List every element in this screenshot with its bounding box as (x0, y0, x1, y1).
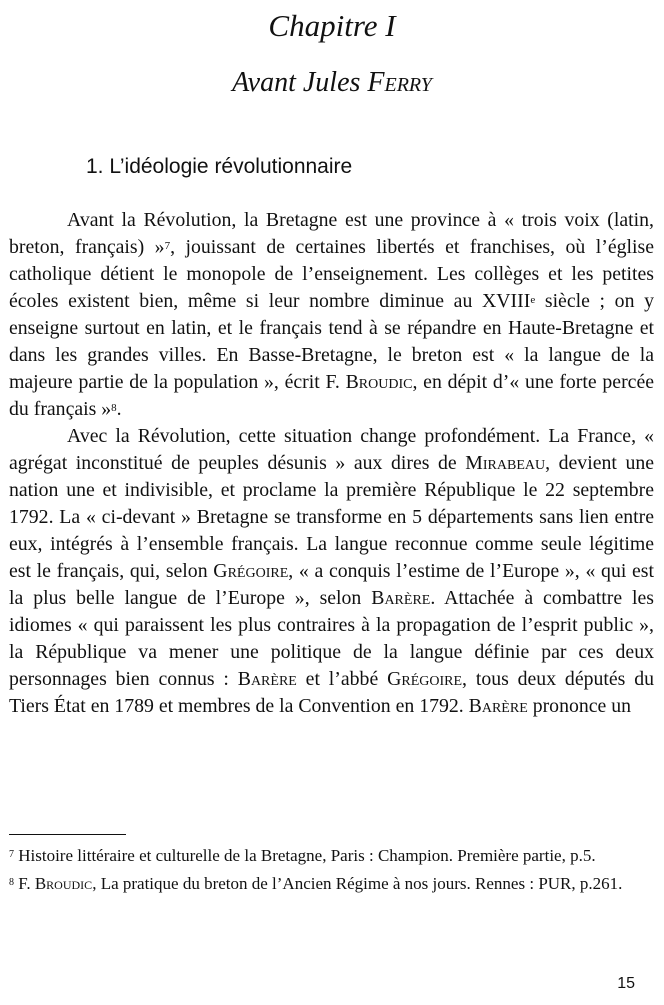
footnote-number: 7 (9, 849, 14, 860)
footnote-8 (9, 872, 654, 896)
text-run: . Attachée à combattre les idiomes « qui paraissent les plus contraires à la propagation de l’esprit public », la République va mener une politique de la langue définie par ces deux personnages bien connus : (9, 587, 655, 690)
person-name: Barère (371, 587, 431, 609)
author-name: Broudic (345, 371, 413, 393)
person-name: Grégoire (213, 560, 289, 582)
person-name: Barère (468, 695, 528, 717)
person-name: Barère (237, 668, 297, 690)
footnote-text: , La pratique du breton de l’Ancien Régime à nos jours. Rennes : PUR, p.261. (92, 874, 623, 893)
text-run: Avec la Révolution, cette situation change profondément. La France, « agrégat inconstitué de peuples désunis » aux dires de (9, 425, 654, 474)
footnote-number: 8 (9, 877, 14, 888)
text-run: prononce un (527, 695, 632, 717)
text-run: , en dépit d’« une forte percée du français » (9, 371, 655, 420)
footnote-ref-8: 8 (111, 402, 117, 414)
body-text (9, 207, 654, 720)
text-run: siècle ; on y enseigne surtout en latin, et le français tend à se répandre en Haute-Bretagne et dans les grandes villes. En Basse-Bretagne, le breton est « la langue de la majeure partie de la population », écrit F. (9, 290, 655, 393)
chapter-label: Chapitre I (268, 8, 396, 43)
text-run: , tous deux députés du Tiers État en 1789 et membres de la Convention en 1792. (9, 668, 654, 717)
text-run: et l’abbé (296, 668, 388, 690)
text-run: Avant la Révolution, la Bretagne est une province à « trois voix (latin, breton, français) » (9, 209, 654, 258)
section-title: 1. L’idéologie révolutionnaire (86, 155, 353, 178)
superscript-e: e (530, 294, 536, 306)
text-run: . (116, 398, 122, 420)
text-run: , « a conquis l’estime de l’Europe », « qui est la plus belle langue de l’Europe », selon (9, 560, 655, 609)
footnote-ref-7: 7 (164, 240, 171, 252)
paragraph-2 (9, 423, 654, 720)
footnote-divider (9, 834, 126, 835)
text-run: , jouissant de certaines libertés et franchises, où l’église catholique détient le monopole de l’enseignement. Les collèges et les petites écoles existent bien, même si leur nombre diminue au XVIII (9, 236, 655, 312)
chapter-subtitle (0, 67, 664, 99)
page-number: 15 (617, 975, 635, 992)
footnote-text: F. (14, 874, 35, 893)
paragraph-1 (9, 207, 654, 423)
text-run: , devient une nation une et indivisible, et proclame la première République le 22 septembre 1792. La « ci-devant » Bretagne se transforme en 5 départements sans lien entre eux, intégrés à l’ensemble français. La langue reconnue comme seule légitime est le français, qui, selon (9, 452, 655, 582)
footnote-7 (9, 844, 654, 868)
person-name: Mirabeau (465, 452, 546, 474)
subtitle-name: Ferry (367, 67, 432, 98)
footnote-text: Histoire littéraire et culturelle de la Bretagne, Paris : Champion. Première partie, p.5. (14, 846, 596, 865)
author-name: Broudic (34, 874, 93, 893)
footnotes (9, 844, 654, 900)
subtitle-text: Avant Jules (232, 67, 368, 98)
person-name: Grégoire (387, 668, 463, 690)
